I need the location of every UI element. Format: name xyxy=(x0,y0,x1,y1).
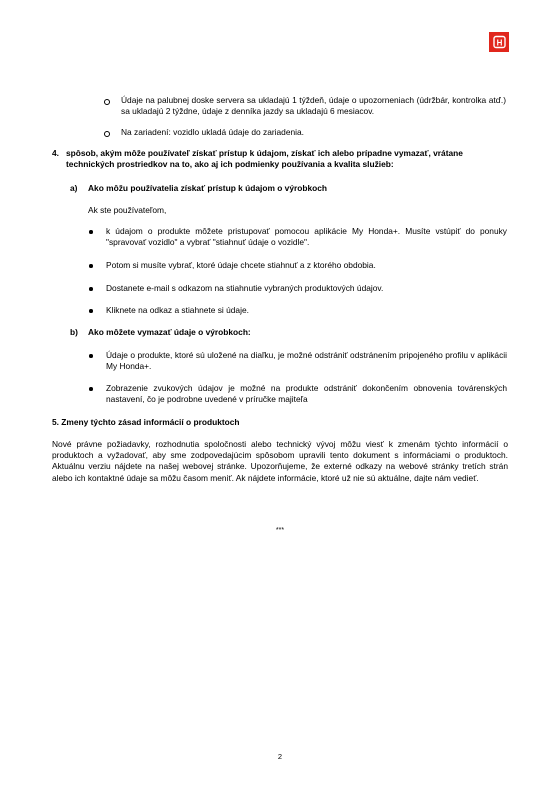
section-5-body: Nové právne požiadavky, rozhodnutia spoločnosti alebo technický vývoj môžu viesť k zmenám týchto informácií o produktoch a vyžadovať, aby sme zodpovedajúcim spôsobom upravili tento dokument s informáciami o produktoch. Aktuálnu verziu nájdete na našej webovej stránke. Upozorňujeme, že externé odkazy na webové stránky tretích strán alebo ich kontaktné údaje sa môžu časom meniť. Ak nájdete informácie, ktoré už nie sú aktuálne, dajte nám vedieť. xyxy=(52,439,508,483)
section-4-number: 4. xyxy=(52,148,59,158)
hollow-bullet-icon xyxy=(104,99,110,105)
subsection-a-title: Ako môžu používatelia získať prístup k údajom o výrobkoch xyxy=(88,183,328,193)
sub-bullet-text: Údaje na palubnej doske servera sa ukladajú 1 týždeň, údaje o upozorneniach (údržbár, kontrolka atď.) sa ukladajú 2 týždne, údaje z denníka jazdy sa ukladajú 6 mesiacov. xyxy=(121,95,506,117)
bullet-icon xyxy=(89,354,93,358)
section-4-heading: spôsob, akým môže používateľ získať prístup k údajom, získať ich alebo prípadne vymazať, vrátane technických prostriedkov na to, ako aj ich podmienky používania a kvalita služieb: xyxy=(66,148,463,170)
subsection-b-label: b) xyxy=(70,327,78,337)
sub-bullet-text: Na zariadení: vozidlo ukladá údaje do zariadenia. xyxy=(121,127,304,137)
logo-letter: H xyxy=(496,38,503,48)
subsection-a-intro: Ak ste používateľom, xyxy=(88,205,167,215)
bullet-text: Dostanete e-mail s odkazom na stiahnutie vybraných produktových údajov. xyxy=(106,283,384,293)
bullet-icon xyxy=(89,387,93,391)
bullet-icon xyxy=(89,230,93,234)
bullet-icon xyxy=(89,309,93,313)
sub-bullet-item xyxy=(121,95,506,117)
page-number: 2 xyxy=(277,752,283,761)
honda-logo-icon xyxy=(489,32,509,52)
bullet-item xyxy=(106,283,507,294)
sub-bullet-item xyxy=(121,127,506,138)
bullet-item xyxy=(106,350,507,372)
hollow-bullet-icon xyxy=(104,131,110,137)
bullet-item xyxy=(106,305,507,316)
bullet-icon xyxy=(89,264,93,268)
subsection-b-title: Ako môžete vymazať údaje o výrobkoch: xyxy=(88,327,251,337)
bullet-icon xyxy=(89,287,93,291)
subsection-a-label: a) xyxy=(70,183,78,193)
bullet-item xyxy=(106,383,507,405)
bullet-text: Kliknete na odkaz a stiahnete si údaje. xyxy=(106,305,249,315)
bullet-text: Potom si musíte vybrať, ktoré údaje chcete stiahnuť a z ktorého obdobia. xyxy=(106,260,376,270)
bullet-text: k údajom o produkte môžete pristupovať pomocou aplikácie My Honda+. Musíte vstúpiť do ponuky "spravovať vozidlo" a vybrať "stiahnuť údaje o vozidle". xyxy=(106,226,507,248)
separator: *** xyxy=(275,527,285,534)
bullet-item xyxy=(106,226,507,248)
bullet-text: Údaje o produkte, ktoré sú uložené na diaľku, je možné odstrániť odstránením pripojeného profilu v aplikácii My Honda+. xyxy=(106,350,507,372)
bullet-text: Zobrazenie zvukových údajov je možné na produkte odstrániť dokončením obnovenia továrenských nastavení, čo je podrobne uvedené v príručke majiteľa xyxy=(106,383,507,405)
section-5-heading: 5. Zmeny týchto zásad informácií o produktoch xyxy=(52,417,240,427)
bullet-item xyxy=(106,260,507,271)
